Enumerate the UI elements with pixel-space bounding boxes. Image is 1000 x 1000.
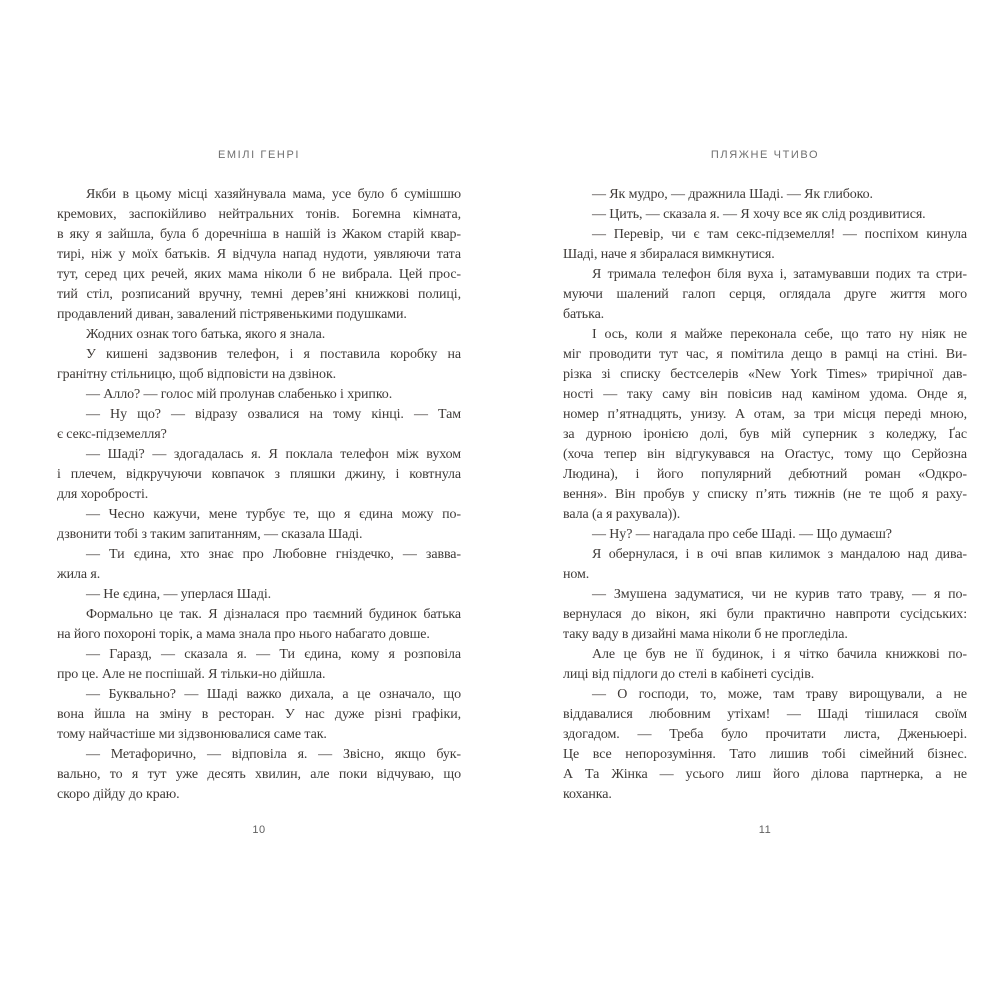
text-line: Жодних ознак того батька, якого я знала.: [86, 327, 326, 342]
text-line: — Чесно кажучи, мене турбує те, що я єдина можу по-: [86, 507, 461, 522]
text-line: коханка.: [563, 787, 612, 802]
text-line: — Не єдина, — уперлася Шаді.: [86, 587, 272, 602]
text-line: ном.: [563, 567, 590, 582]
text-line: вона йшла на зміну в ресторан. У нас дуже різні графіки,: [57, 707, 461, 722]
text-line: — Перевір, чи є там секс-підземелля! — поспіхом кинула: [592, 227, 967, 242]
text-line: в яку я зайшла, була б доречніша в нашій із Жаком старій квар-: [57, 227, 461, 242]
text-line: вення». Він пробув у списку п’ять тижнів (не те щоб я раху-: [563, 487, 967, 502]
text-line: Я тримала телефон біля вуха і, затамувавши подих та стри-: [592, 267, 967, 282]
text-line: Я обернулася, і в очі впав килимок з мандалою над дива-: [592, 547, 967, 562]
page-number: 10: [252, 824, 266, 836]
text-line: — Ну що? — відразу озвалися на тому кінці. — Там: [86, 407, 461, 422]
page-right: [563, 0, 967, 1000]
text-line: на його похороні торік, а мама знала про нього набагато довше.: [57, 627, 430, 642]
text-line: — Ти єдина, хто знає про Любовне гніздечко, — завва-: [86, 547, 461, 562]
text-line: вернулася до вікон, які були практично навпроти сусідських:: [563, 607, 967, 622]
page-left: [57, 0, 461, 1000]
text-line: Людина), і його популярний дебютний роман «Одкро-: [563, 467, 967, 482]
text-line: тирі, ніж у моїх батьків. Я відчула напад нудоти, уявляючи тата: [57, 247, 461, 262]
text-line: віддавалися любовним утіхам! — Шаді тішилася своїм: [563, 707, 967, 722]
page-number: 11: [758, 824, 772, 836]
text-line: Шаді, наче я збиралася вимкнутися.: [563, 247, 775, 262]
text-line: тий стіл, розписаний вручну, темні дерев’яні книжкові полиці,: [57, 287, 461, 302]
page-body: [57, 185, 461, 805]
text-line: Але це був не її будинок, і я чітко бачила книжкові по-: [592, 647, 967, 662]
text-line: номер п’ятнадцять, унизу. А отам, за три місця переді мною,: [563, 407, 967, 422]
running-header-author: ЕМІЛІ ГЕНРІ: [217, 149, 301, 161]
text-line: вально, то я тут уже десять хвилин, але поки відчуваю, що: [57, 767, 461, 782]
text-line: — Ну? — нагадала про себе Шаді. — Що думаєш?: [592, 527, 892, 542]
text-line: жила я.: [57, 567, 101, 582]
text-line: — Як мудро, — дражнила Шаді. — Як глибоко.: [592, 187, 873, 202]
text-line: батька.: [563, 307, 605, 322]
page-body: [563, 185, 967, 805]
text-line: (хоча тепер він відгукувався на Оґастус, тому що Серйозна: [563, 447, 967, 462]
text-line: скоро дійду до краю.: [57, 787, 180, 802]
text-line: — Метафорично, — відповіла я. — Звісно, якщо бук-: [86, 747, 461, 762]
text-line: — Шаді? — здогадалась я. Я поклала телефон між вухом: [86, 447, 461, 462]
text-line: — О господи, то, може, там траву вирощували, а не: [592, 687, 967, 702]
text-line: муючи шалений галоп серця, оглядала друге життя мого: [563, 287, 967, 302]
text-line: здогадом. — Треба було прочитати листа, Дженьюері.: [563, 727, 967, 742]
text-line: тут, серед цих речей, яких мама ніколи б не вибрала. Цей прос-: [57, 267, 461, 282]
text-line: Це все непорозуміння. Тато лишив тобі сімейний бізнес.: [563, 747, 967, 762]
text-line: — Цить, — сказала я. — Я хочу все як слід роздивитися.: [592, 207, 926, 222]
text-line: У кишені задзвонив телефон, і я поставила коробку на: [86, 347, 461, 362]
text-line: про це. Але не поспішай. Я тільки-но дійшла.: [57, 667, 326, 682]
text-line: для хоробрості.: [57, 487, 149, 502]
text-line: міг проводити тут час, я помітила дещо в рамці на стіні. Ви-: [563, 347, 967, 362]
text-line: Формально це так. Я дізналася про таємний будинок батька: [86, 607, 461, 622]
text-line: продавлений диван, завалений пістрявенькими подушками.: [57, 307, 407, 322]
text-line: різка зі списку бестселерів «New York Times» трирічної дав-: [563, 367, 967, 382]
text-line: кремових, заспокійливо нейтральних тонів. Богемна кімната,: [57, 207, 461, 222]
text-line: гранітну стільницю, щоб відповісти на дзвінок.: [57, 367, 337, 382]
running-header-title: ПЛЯЖНЕ ЧТИВО: [710, 149, 820, 161]
text-line: — Змушена задуматися, чи не курив тато траву, — я по-: [592, 587, 967, 602]
text-line: таку ваду в дизайні мама ніколи б не прогледіла.: [563, 627, 848, 642]
text-line: за дурною іронією долі, був мій суперник з коледжу, Ґас: [563, 427, 967, 442]
text-line: ності — таку саму він повісив над каміном удома. Онде я,: [563, 387, 967, 402]
text-line: вала (а я рахувала)).: [563, 507, 681, 522]
text-line: А Та Жінка — усього лиш його ділова партнерка, а не: [563, 767, 967, 782]
text-line: і плечем, відкручуючи ковпачок з пляшки джину, і ковтнула: [57, 467, 461, 482]
text-line: — Алло? — голос мій пролунав слабенько і хрипко.: [86, 387, 393, 402]
text-line: дзвонити тобі з таким запитанням, — сказала Шаді.: [57, 527, 363, 542]
text-line: лиці від підлоги до стелі в кабінеті сусідів.: [563, 667, 815, 682]
text-line: тому найчастіше ми зідзвонювалися саме так.: [57, 727, 327, 742]
text-line: — Буквально? — Шаді важко дихала, а це означало, що: [86, 687, 461, 702]
text-line: — Гаразд, — сказала я. — Ти єдина, кому я розповіла: [86, 647, 461, 662]
text-line: Якби в цьому місці хазяйнувала мама, усе було б сумішшю: [86, 187, 461, 202]
text-line: І ось, коли я майже переконала себе, що тато ну ніяк не: [592, 327, 967, 342]
text-line: є секс-підземелля?: [57, 427, 167, 442]
